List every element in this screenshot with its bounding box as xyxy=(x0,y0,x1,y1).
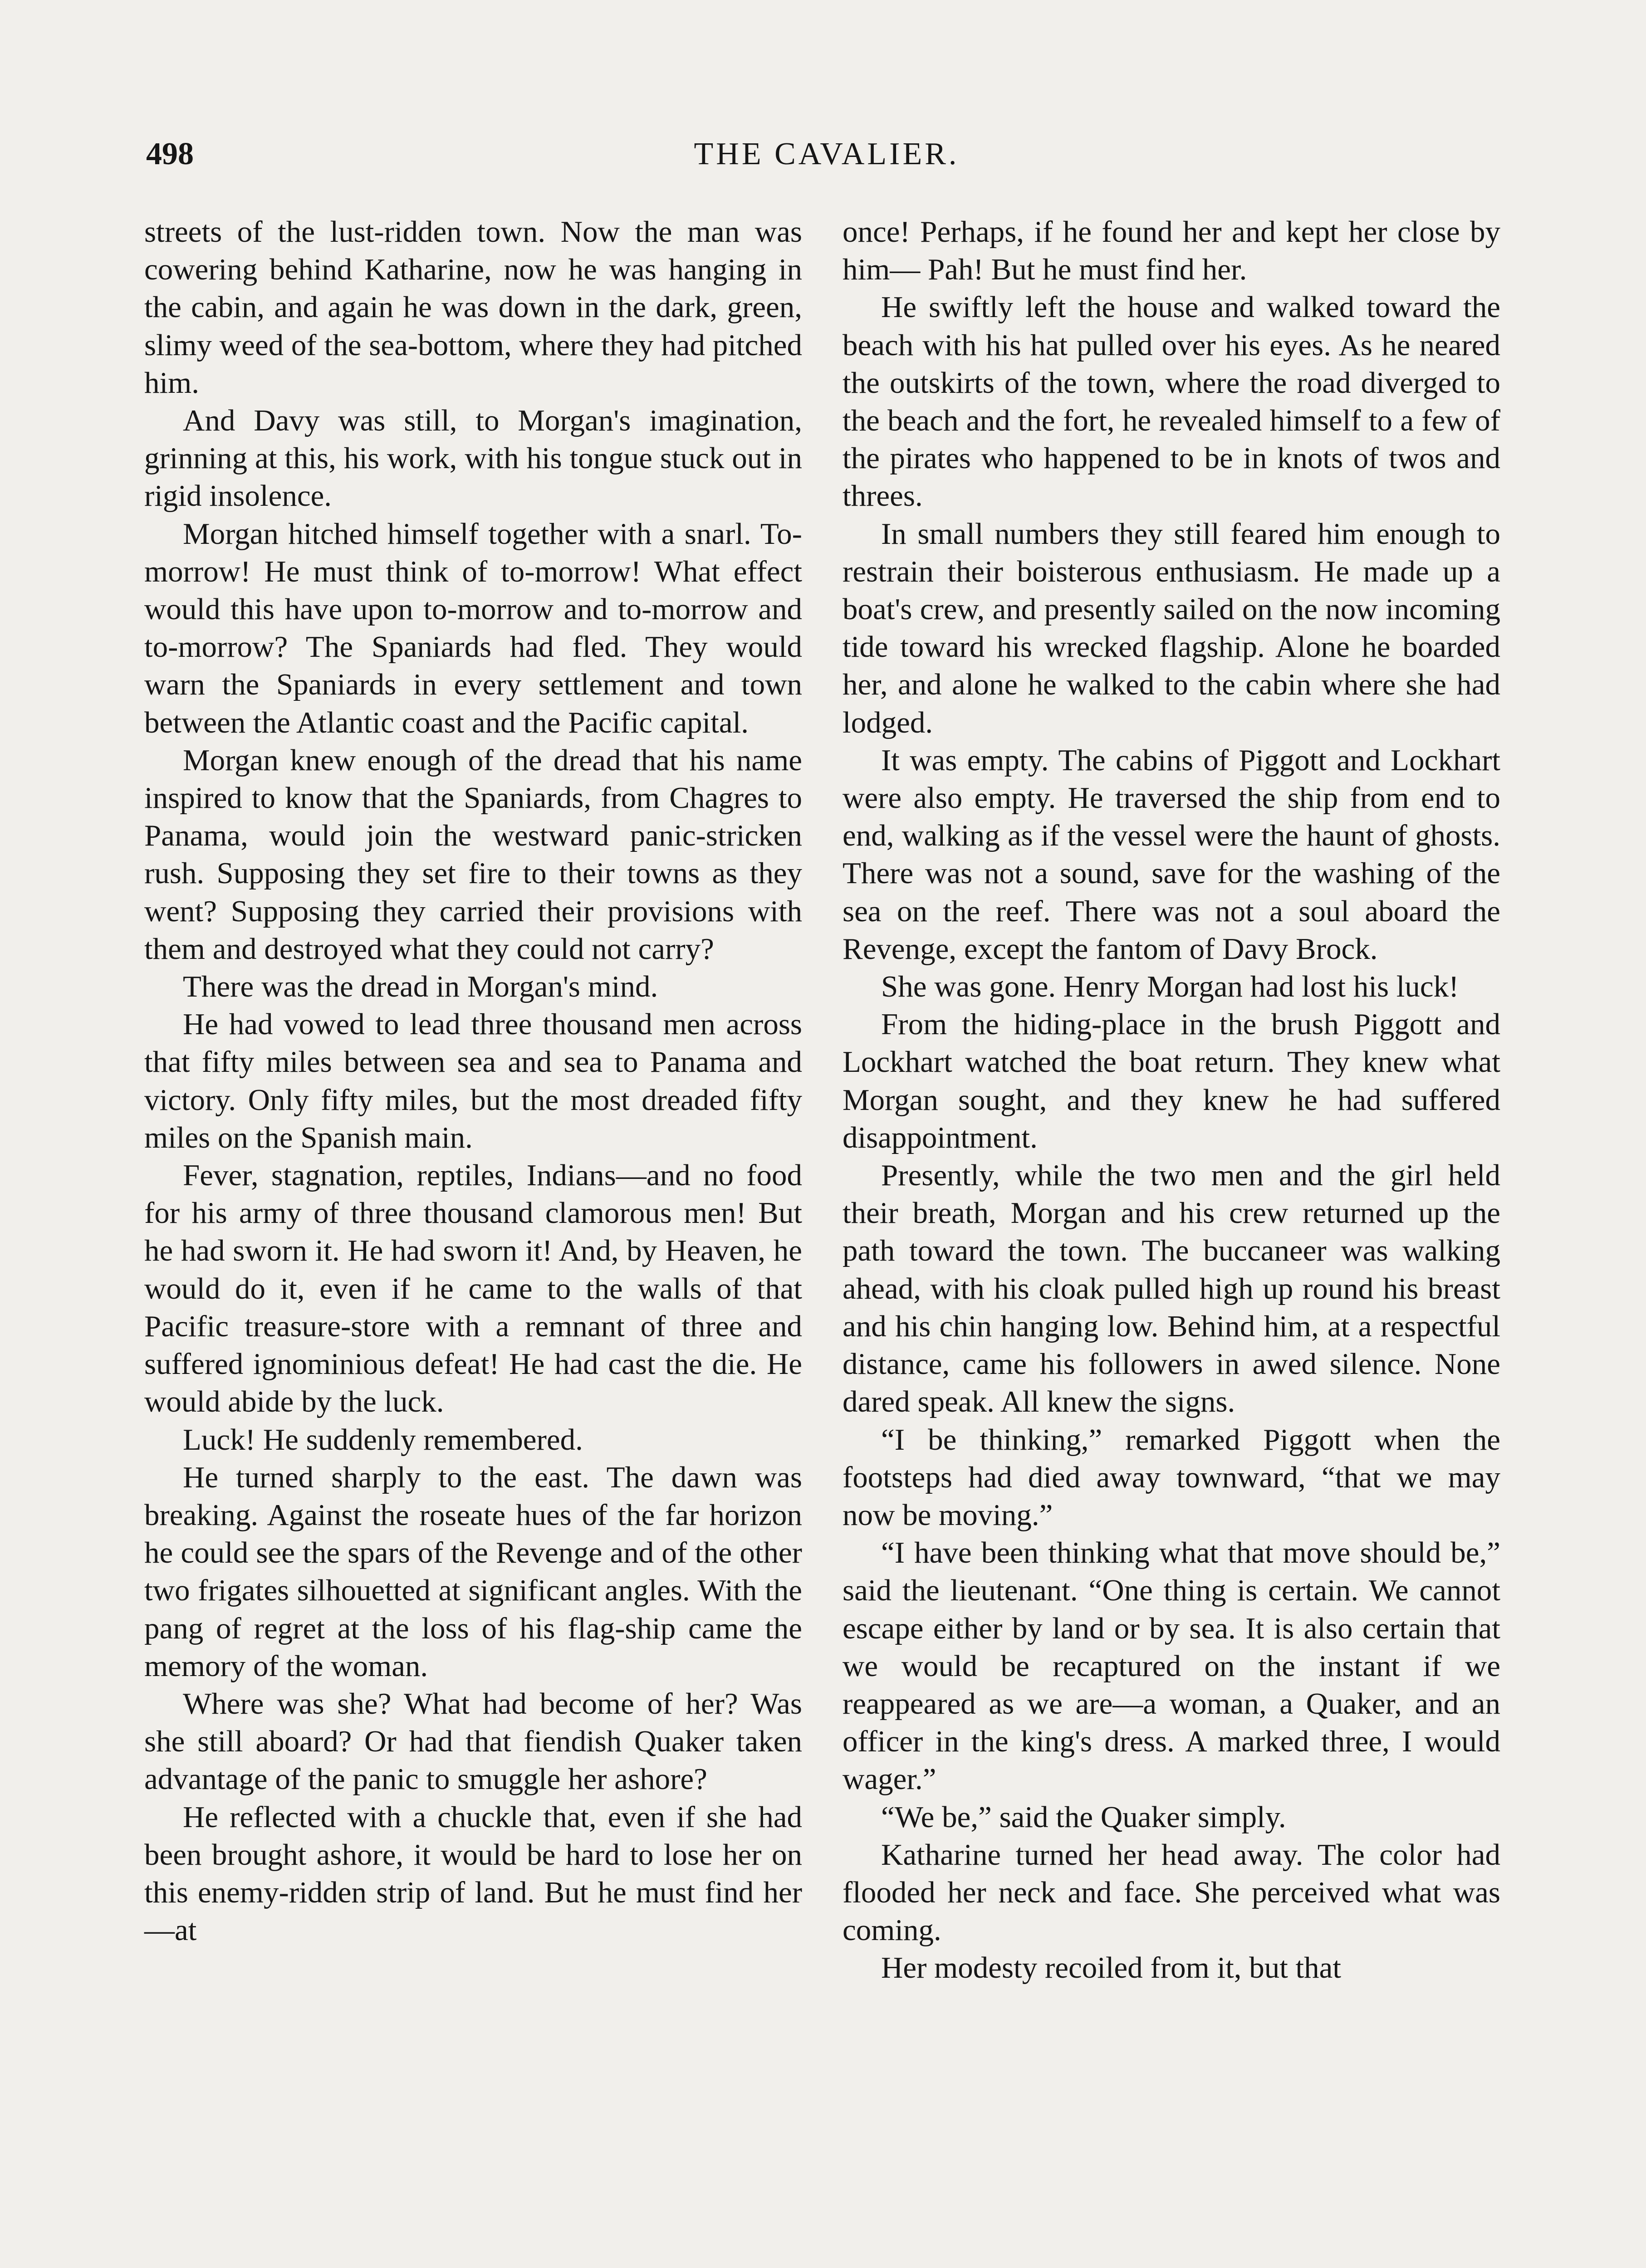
paragraph: Morgan knew enough of the dread that his name inspired to know that the Spaniards, from Chagres to Panama, would join the westward panic-stricken rush. Supposing they set fire to their towns as they went? Supposing they carried their provisions with them and destroyed what they could not carry? xyxy=(144,743,802,966)
paragraph: Presently, while the two men and the girl held their breath, Morgan and his crew returned up the path toward the town. The buccaneer was walking ahead, with his cloak pulled high up round his breast and his chin hanging low. Behind him, at a respectful distance, came his followers in awed silence. None dared speak. All knew the signs. xyxy=(843,1158,1500,1419)
paragraph: Where was she? What had become of her? Was she still aboard? Or had that fiendish Quaker taken advantage of the panic to smuggle her ashore? xyxy=(144,1686,802,1796)
paragraph: In small numbers they still feared him enough to restrain their boisterous enthusiasm. He made up a boat's crew, and presently sailed on the now incoming tide toward his wrecked flagship. Alone he boarded her, and alone he walked to the cabin where she had lodged. xyxy=(843,517,1500,739)
paragraph: From the hiding-place in the brush Piggott and Lockhart watched the boat return. They knew what Morgan sought, and they knew he had suffered disappointment. xyxy=(843,1007,1500,1154)
paragraph: He reflected with a chuckle that, even if she had been brought ashore, it would be hard to lose her on this enemy-ridden strip of land. But he must find her—at xyxy=(144,1800,802,1947)
paragraph: She was gone. Henry Morgan had lost his luck! xyxy=(881,970,1459,1004)
page-header xyxy=(146,132,1507,186)
paragraph: And Davy was still, to Morgan's imagination, grinning at this, his work, with his tongue stuck out in rigid insolence. xyxy=(144,404,802,513)
paragraph: He swiftly left the house and walked toward the beach with his hat pulled over his eyes. As he neared the outskirts of the town, where the road diverged to the beach and the fort, he revealed himself to a few of the pirates who happened to be in knots of twos and threes. xyxy=(843,290,1500,513)
paragraph: He turned sharply to the east. The dawn was breaking. Against the roseate hues of the far horizon he could see the spars of the Revenge and of the other two frigates silhouetted at significant angles. With the pang of regret at the loss of his flag-ship came the memory of the woman. xyxy=(144,1460,802,1683)
running-title: THE CAVALIER. xyxy=(694,137,960,171)
paragraph: It was empty. The cabins of Piggott and Lockhart were also empty. He traversed the ship from end to end, walking as if the vessel were the haunt of ghosts. There was not a sound, save for the washing of the sea on the reef. There was not a soul aboard the Revenge, except the fantom of Davy Brock. xyxy=(843,743,1500,966)
paragraph: He had vowed to lead three thousand men across that fifty miles between sea and sea to Panama and victory. Only fifty miles, but the most dreaded fifty miles on the Spanish main. xyxy=(144,1007,802,1154)
left-column xyxy=(144,213,802,1949)
paragraph: streets of the lust-ridden town. Now the man was cowering behind Katharine, now he was hanging in the cabin, and again he was down in the dark, green, slimy weed of the sea-bottom, where they had pitched him. xyxy=(144,215,802,400)
paragraph: Katharine turned her head away. The color had flooded her neck and face. She perceived what was coming. xyxy=(843,1838,1500,1947)
right-column xyxy=(843,213,1500,1987)
paragraph: Her modesty recoiled from it, but that xyxy=(881,1951,1342,1985)
paragraph: “I have been thinking what that move should be,” said the lieutenant. “One thing is certain. We cannot escape either by land or by sea. It is also certain that we would be recaptured on the instant if we reappeared as we are—a woman, a Quaker, and an officer in the king's dress. A marked three, I would wager.” xyxy=(843,1536,1500,1796)
paragraph: “I be thinking,” remarked Piggott when the footsteps had died away townward, “that we may now be moving.” xyxy=(843,1422,1500,1532)
paragraph: There was the dread in Morgan's mind. xyxy=(183,970,658,1004)
page-number: 498 xyxy=(146,137,194,171)
paragraph: Fever, stagnation, reptiles, Indians—and no food for his army of three thousand clamorous men! But he had sworn it. He had sworn it! And, by Heaven, he would do it, even if he came to the walls of that Pacific treasure-store with a remnant of three and suffered ignominious defeat! He had cast the die. He would abide by the luck. xyxy=(144,1158,802,1419)
paragraph: Morgan hitched himself together with a snarl. To-morrow! He must think of to-morrow! What effect would this have upon to-morrow and to-morrow and to-morrow? The Spaniards had fled. They would warn the Spaniards in every settlement and town between the Atlantic coast and the Pacific capital. xyxy=(144,517,802,739)
paragraph: “We be,” said the Quaker simply. xyxy=(881,1800,1286,1834)
paragraph: once! Perhaps, if he found her and kept her close by him— Pah! But he must find her. xyxy=(843,215,1500,287)
paragraph: Luck! He suddenly remembered. xyxy=(183,1422,583,1457)
